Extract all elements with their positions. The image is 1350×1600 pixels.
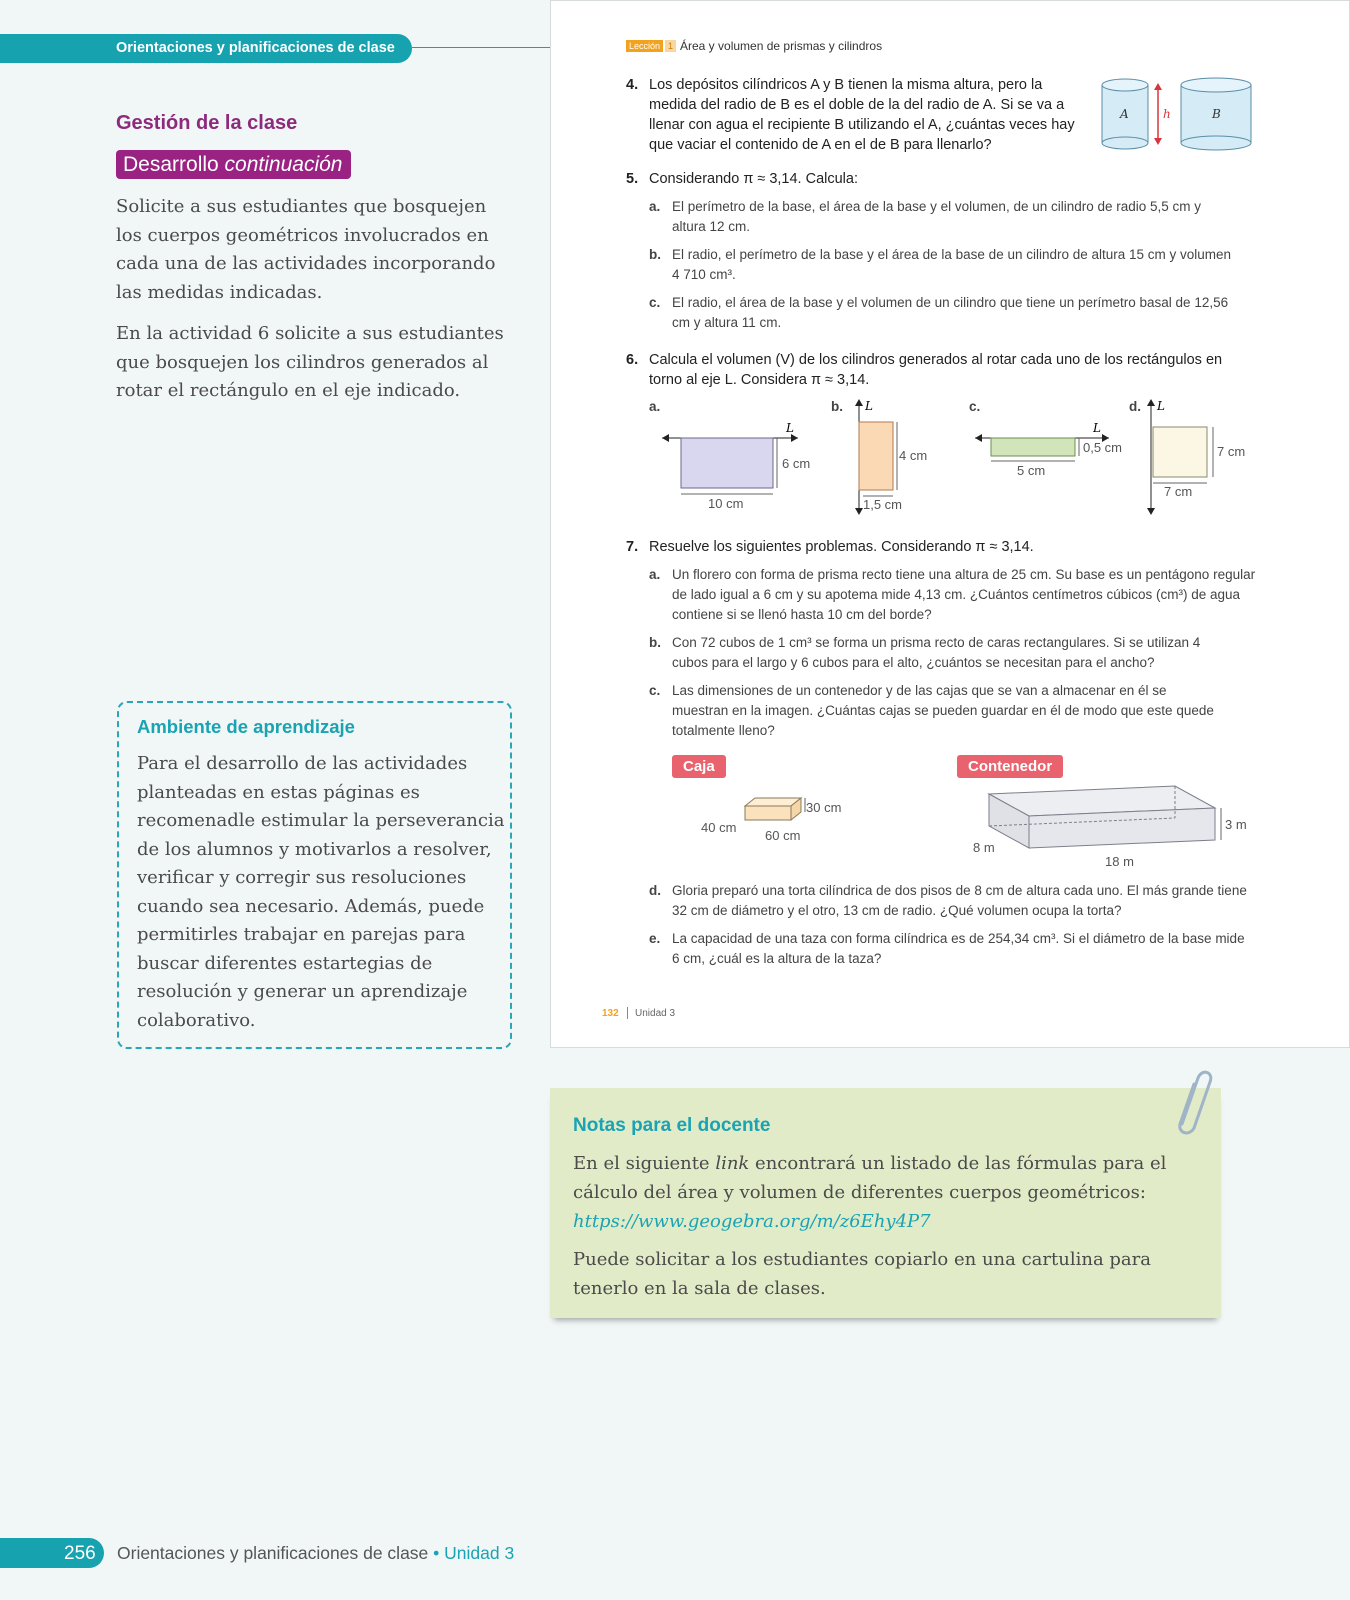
q5-c-letter: c.: [649, 295, 661, 310]
q4-number: 4.: [626, 77, 639, 93]
caja-depth: 40 cm: [701, 820, 737, 835]
notes-paragraph-2: Puede solicitar a los estudiantes copiarlo en una cartulina para tenerlo en la sala de clases.: [573, 1249, 1151, 1299]
q6-d-letter: d.: [1129, 399, 1141, 414]
q6-b-letter: b.: [831, 399, 843, 414]
desarrollo-label: Desarrollo: [123, 153, 219, 176]
q4-cylinders-figure: [1096, 77, 1266, 157]
notes-link-word: link: [715, 1153, 750, 1174]
q7-d-letter: d.: [649, 883, 661, 898]
desarrollo-tag: [116, 150, 351, 179]
footer-page-number: 256: [64, 1543, 96, 1564]
lesson-title: Área y volumen de prismas y cilindros: [680, 39, 883, 53]
q7-text: Resuelve los siguientes problemas. Considerando π ≈ 3,14.: [649, 539, 1034, 555]
contenedor-tag: Contenedor: [957, 755, 1063, 778]
q6-a-axis: L: [786, 421, 794, 435]
notes-p1-end: encontrará un listado de las fórmulas para el cálculo del área y volumen de diferentes cuerpos geométricos:: [573, 1153, 1167, 1203]
notes-title: Notas para el docente: [573, 1115, 771, 1136]
q7-e-letter: e.: [649, 931, 661, 946]
q7-b-text: Con 72 cubos de 1 cm³ se forma un prisma recto de caras rectangulares. Si se utilizan 4 cubos para el largo y 6 cubos para el alto, ¿cuántos se necesitan para el ancho?: [672, 635, 1201, 670]
q6-a-height: 6 cm: [782, 456, 811, 471]
q6-c-height: 0,5 cm: [1083, 440, 1123, 455]
q5-b-letter: b.: [649, 247, 661, 262]
contenedor-height: 3 m: [1225, 817, 1247, 832]
footer-unit: Unidad 3: [444, 1543, 515, 1563]
caja-length: 60 cm: [765, 828, 801, 843]
q7-c-letter: c.: [649, 683, 661, 698]
ambiente-title: Ambiente de aprendizaje: [137, 716, 355, 737]
caja-tag: Caja: [672, 755, 726, 778]
q7-number: 7.: [626, 539, 639, 555]
notes-p1-start: En el siguiente: [573, 1153, 716, 1174]
q6-a-width: 10 cm: [708, 496, 744, 511]
footer-text: [117, 1543, 514, 1564]
q6-b-width: 1,5 cm: [863, 497, 903, 512]
left-paragraph-1: Solicite a sus estudiantes que bosquejen los cuerpos geométricos involucrados en cada una de las actividades incorporando las medidas indicadas.: [116, 196, 496, 303]
fig-h-label: h: [1163, 107, 1171, 121]
lesson-tag: Lección: [626, 40, 663, 52]
continuacion-label: continuación: [224, 153, 343, 176]
q5-b-text: El radio, el perímetro de la base y el área de la base de un cilindro de altura 15 cm y volumen 4 710 cm³.: [672, 247, 1232, 282]
q6-d-width: 7 cm: [1164, 484, 1193, 499]
header-title: Orientaciones y planificaciones de clase: [116, 40, 395, 56]
q6-d-axis: L: [1157, 399, 1165, 413]
header-rule: [412, 47, 550, 48]
q5-a-letter: a.: [649, 199, 661, 214]
q7-a-letter: a.: [649, 567, 661, 582]
fig-b-label: B: [1212, 107, 1221, 121]
page-footer-divider: [627, 1007, 628, 1019]
q5-text: Considerando π ≈ 3,14. Calcula:: [649, 171, 858, 187]
q5-c-text: El radio, el área de la base y el volumen de un cilindro que tiene un perímetro basal de 12,56 cm y altura 11 cm.: [672, 295, 1229, 330]
q6-a-figure: [656, 416, 846, 516]
q6-a-letter: a.: [649, 399, 661, 414]
q7-b-letter: b.: [649, 635, 661, 650]
fig-a-label: A: [1120, 107, 1129, 121]
ambiente-text: Para el desarrollo de las actividades planteadas en estas páginas es recomenadle estimular la perseverancia de los alumnos y motivarlos a resolver, verificar y corregir sus resoluciones cuando sea necesario. Además, puede permitirles trabajar en parejas para buscar diferentes estartegias de resolución y generar un aprendizaje colaborativo.: [137, 753, 505, 1031]
q7-a-text: Un florero con forma de prisma recto tiene una altura de 25 cm. Su base es un pentágono regular de lado igual a 6 cm y su apotema mide 4,13 cm. ¿Cuántos centímetros cúbicos (cm³) de agua contiene si se llenó hasta 10 cm del borde?: [672, 567, 1256, 622]
caja-height: 30 cm: [806, 800, 842, 815]
footer-separator: •: [428, 1543, 445, 1563]
contenedor-depth: 8 m: [973, 840, 995, 855]
q6-d-height: 7 cm: [1217, 444, 1246, 459]
q5-a-text: El perímetro de la base, el área de la base y el volumen, de un cilindro de radio 5,5 cm y altura 12 cm.: [672, 199, 1202, 234]
q4-text: Los depósitos cilíndricos A y B tienen la misma altura, pero la medida del radio de B es el doble de la del radio de A. Si se va a llenar con agua el recipiente B utilizando el A, ¿cuántas veces hay que vaciar el contenido de A en el de B para llenarlo?: [649, 77, 1075, 153]
q6-b-axis: L: [865, 399, 873, 413]
q6-b-height: 4 cm: [899, 448, 928, 463]
textbook-page: [550, 0, 1350, 1048]
q6-number: 6.: [626, 352, 639, 368]
q7-e-text: La capacidad de una taza con forma cilíndrica es de 254,34 cm³. Si el diámetro de la base mide 6 cm, ¿cuál es la altura de la taza?: [672, 931, 1245, 966]
q5-number: 5.: [626, 171, 639, 187]
q6-c-axis: L: [1093, 421, 1101, 435]
q6-c-figure: [969, 416, 1139, 486]
q6-b-figure: [851, 394, 951, 519]
contenedor-length: 18 m: [1105, 854, 1134, 869]
page-footer-unit: Unidad 3: [635, 1008, 676, 1019]
q6-text: Calcula el volumen (V) de los cilindros generados al rotar cada uno de los rectángulos en torno al eje L. Considera π ≈ 3,14.: [649, 352, 1223, 388]
q6-d-figure: [1143, 394, 1263, 519]
footer-title: Orientaciones y planificaciones de clase: [117, 1543, 429, 1563]
paperclip-icon: [1168, 1062, 1214, 1138]
page-footer-number: 132: [602, 1008, 619, 1019]
header-banner: [0, 34, 412, 63]
gestion-title: Gestión de la clase: [116, 112, 298, 134]
q7-d-text: Gloria preparó una torta cilíndrica de dos pisos de 8 cm de altura cada uno. El más grande tiene 32 cm de diámetro y el otro, 13 cm de radio. ¿Qué volumen ocupa la torta?: [672, 883, 1247, 918]
left-paragraph-2: En la actividad 6 solicite a sus estudiantes que bosquejen los cilindros generados al rotar el rectángulo en el eje indicado.: [116, 323, 504, 401]
caja-figure: [701, 784, 881, 849]
lesson-number: 1: [665, 40, 676, 52]
notes-paragraph-1: [573, 1149, 1193, 1236]
q6-c-letter: c.: [969, 399, 981, 414]
contenedor-figure: [969, 780, 1259, 875]
geogebra-link[interactable]: https://www.geogebra.org/m/z6Ehy4P7: [573, 1211, 931, 1232]
q6-c-width: 5 cm: [1017, 463, 1046, 478]
q7-c-text: Las dimensiones de un contenedor y de las cajas que se van a almacenar en él se muestran en la imagen. ¿Cuántas cajas se pueden guardar en él de modo que este quede totalmente lleno?: [672, 683, 1214, 738]
